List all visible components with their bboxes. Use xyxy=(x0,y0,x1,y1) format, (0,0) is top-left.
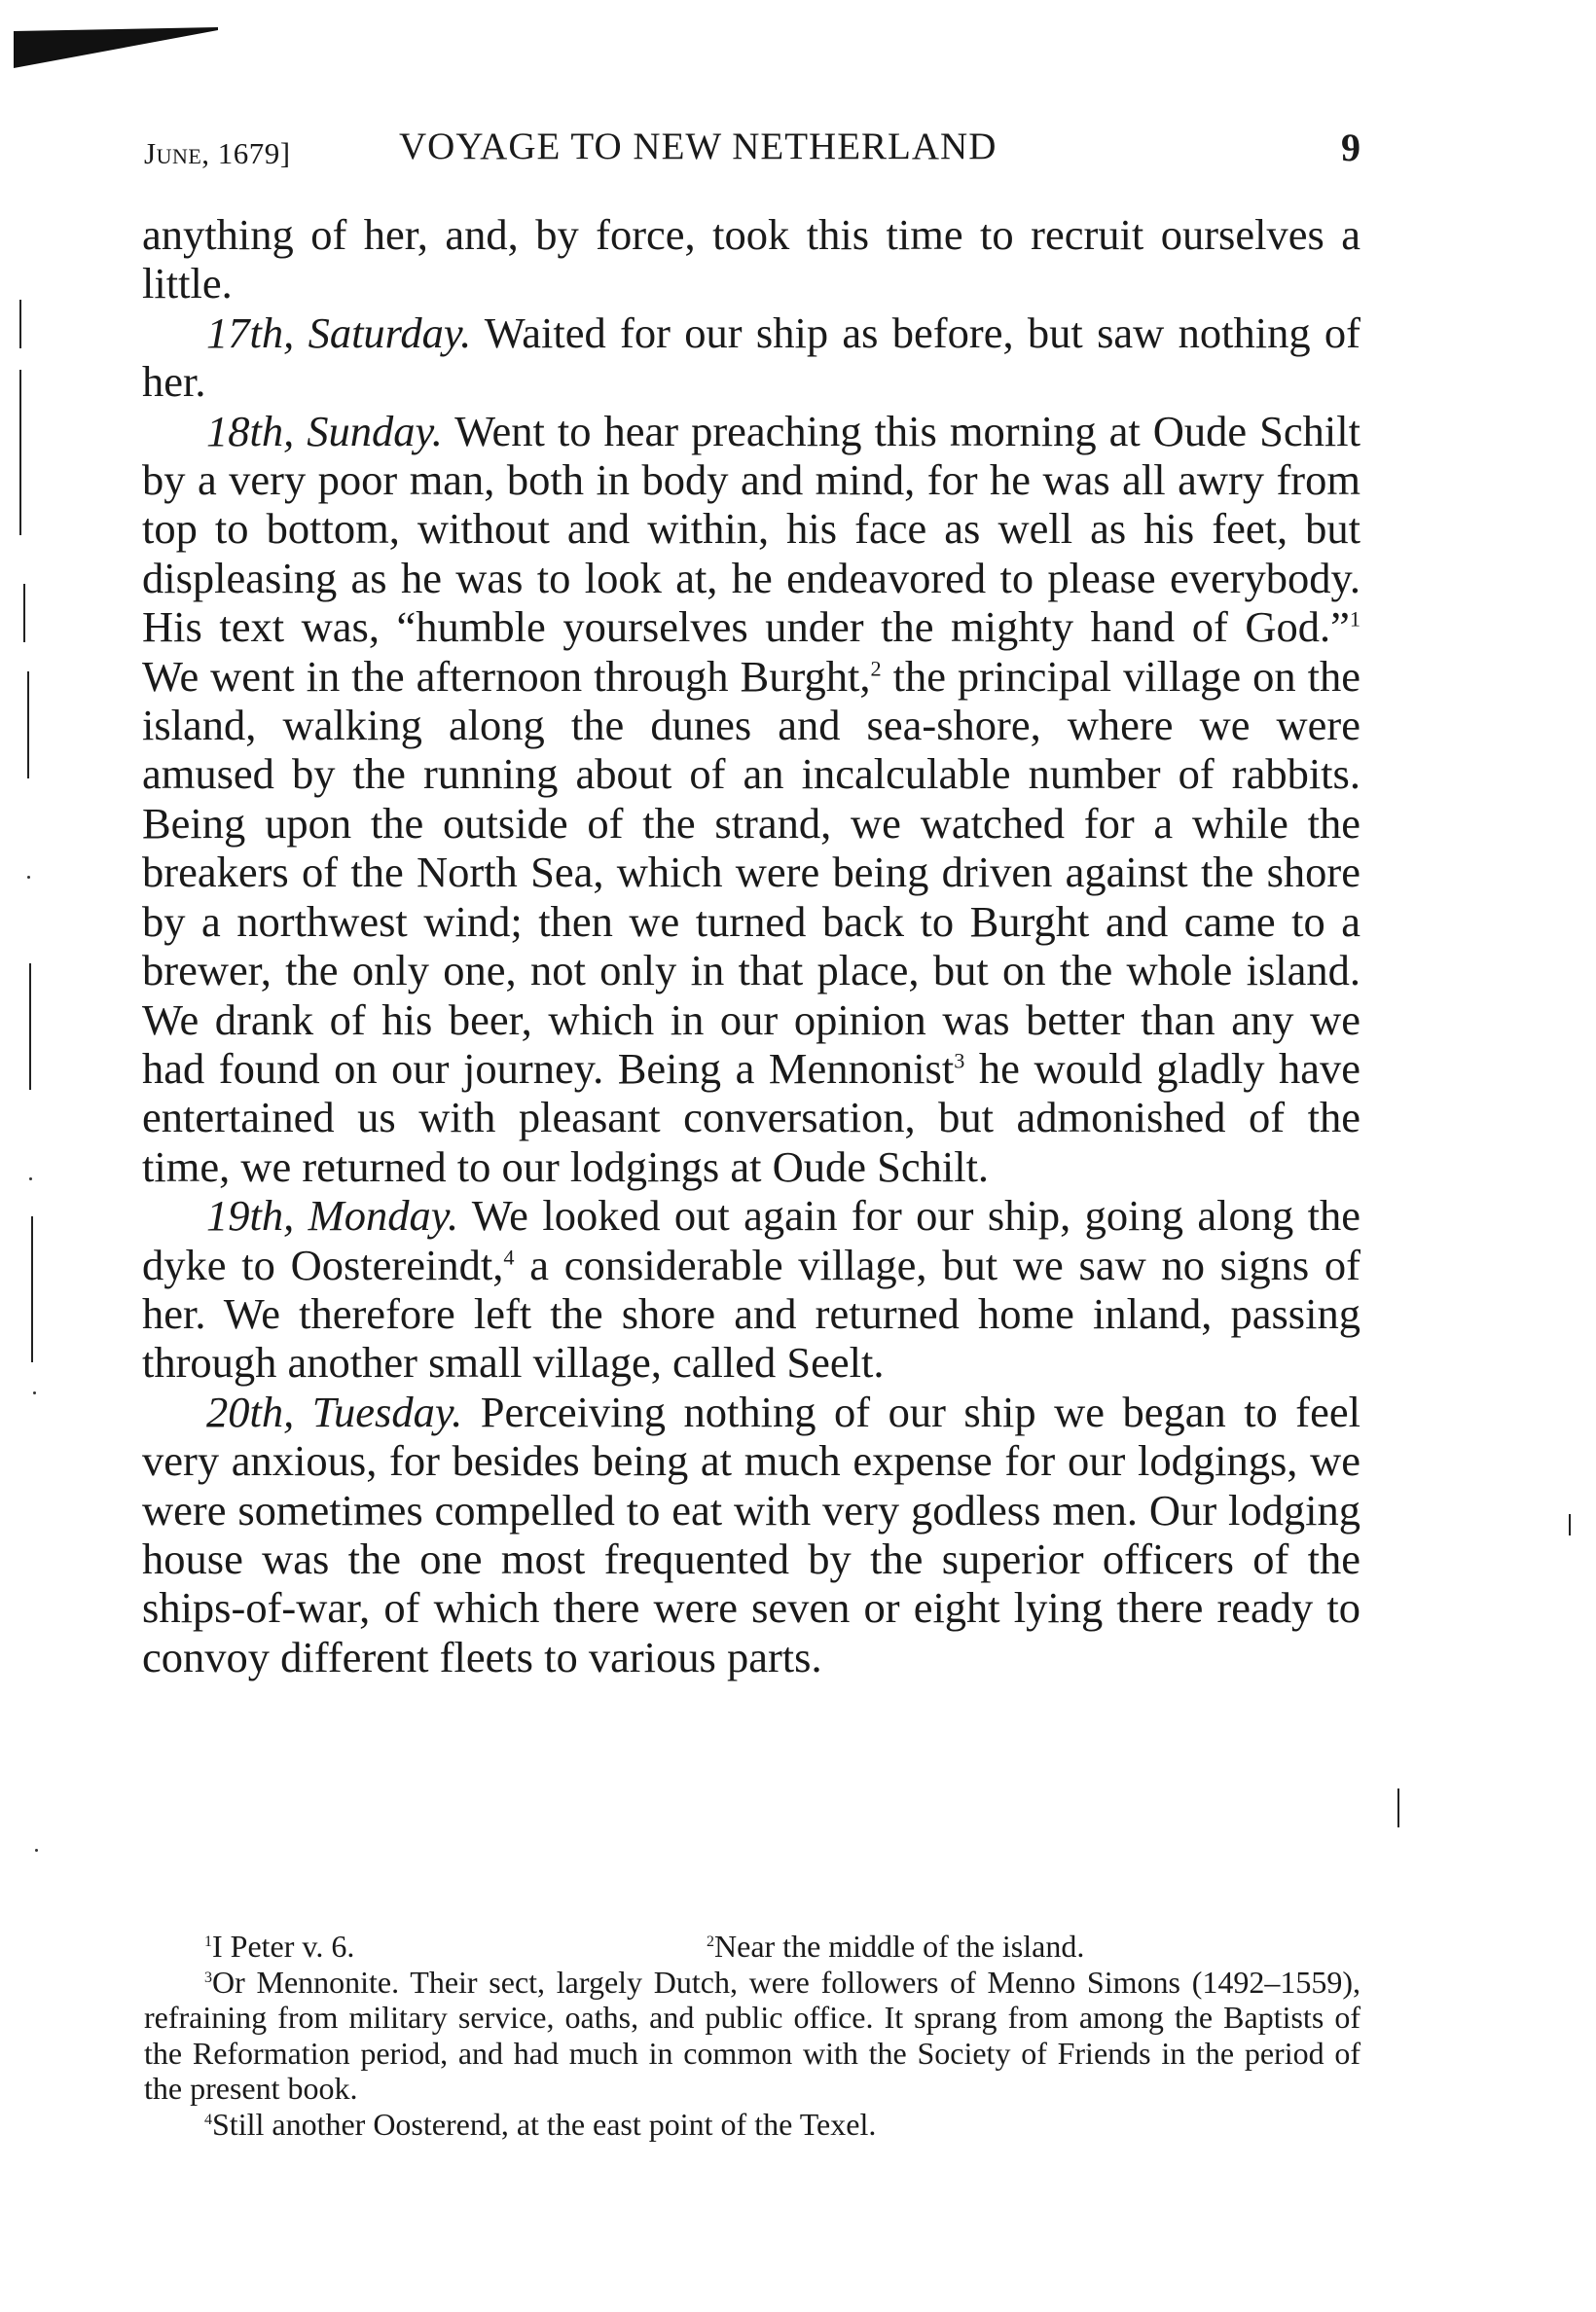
margin-mark xyxy=(23,584,25,642)
paragraph-text: anything of her, and, by force, took this time to recruit ourselves a little. xyxy=(142,210,1360,308)
entry-text: he would gladly have entertained us with pleasant conversation, but admonished of the time, we returned to our lodgings at Oude Schilt. xyxy=(142,1043,1361,1191)
margin-mark xyxy=(31,1216,33,1362)
entry-date: 18th, Sunday. xyxy=(206,406,443,455)
entry-text: Went to hear preaching this morning at Oude Schilt by a very poor man, both in body and mind, for he was all awry from top to bottom, without and within, his face as well as his feet, but displeasing as he was to look at, he endeavored to please everybody. His text was, “humble yourselves under the mighty hand of God.” xyxy=(142,406,1360,652)
footnote-text: Near the middle of the island. xyxy=(714,1929,1085,1964)
footnote-ref[interactable]: 4 xyxy=(503,1244,515,1269)
margin-mark xyxy=(35,1849,38,1852)
margin-mark xyxy=(1569,1514,1571,1535)
header-date-month: June xyxy=(144,136,202,170)
footnote-mark: 2 xyxy=(707,1933,714,1950)
footnote-text: Or Mennonite. Their sect, largely Dutch, were followers of Menno Simons (1492–1559), refraining from military service, oaths, and public office. It sprang from among the Baptists of the Reformation period, and had much in common with the Society of Friends in the period of the present book. xyxy=(144,1964,1360,2106)
footnote-3 xyxy=(144,1965,1360,2107)
margin-mark xyxy=(19,300,21,348)
footnote-ref[interactable]: 2 xyxy=(870,656,882,681)
entry-19th xyxy=(142,1191,1360,1388)
entry-text: We looked out again for our ship, going along the dyke to Oostereindt, xyxy=(142,1191,1360,1289)
entry-text: Perceiving nothing of our ship we began to feel very anxious, for besides being at much expense for our lodgings, we were sometimes compelled to eat with very godless men. Our lodging house was the one most frequented by the superior officers of the ships-of-war, of which there were seven or eight lying there ready to convoy different fleets to various parts. xyxy=(142,1387,1360,1681)
entry-20th xyxy=(142,1388,1360,1681)
footnote-4 xyxy=(144,2107,1360,2143)
running-header xyxy=(144,123,1360,177)
margin-mark xyxy=(27,876,30,879)
footnote-mark: 3 xyxy=(204,1969,212,1986)
footnote-ref[interactable]: 1 xyxy=(1349,606,1360,632)
header-date xyxy=(144,136,291,171)
footnotes xyxy=(144,1929,1360,2142)
footnote-row xyxy=(144,1929,1360,1965)
margin-mark xyxy=(29,963,31,1090)
entry-text: the principal village on the island, walking along the dunes and sea-shore, where we were amused by the running about of an incalculable number of rabbits. Being upon the outside of the strand, we watched for a while the breakers of the North Sea, which were being driven against the shore by a northwest wind; then we turned back to Burght and came to a brewer, the only one, not only in that place, but on the whole island. We drank of his beer, which in our opinion was better than any we had found on our journey. Being a Mennonist xyxy=(142,651,1361,1093)
margin-mark xyxy=(29,1177,32,1180)
entry-text: Waited for our ship as before, but saw nothing of her. xyxy=(142,307,1360,407)
footnote-1 xyxy=(204,1929,354,1965)
footnote-2 xyxy=(707,1929,1084,1965)
entry-text: We went in the afternoon through Burght, xyxy=(142,651,871,701)
footnote-text: Still another Oosterend, at the east point of the Texel. xyxy=(212,2106,877,2142)
body-text xyxy=(142,210,1360,1681)
footnote-mark: 4 xyxy=(204,2111,212,2128)
entry-date: 19th, Monday. xyxy=(206,1191,459,1241)
entry-text: a considerable village, but we saw no signs of her. We therefore left the shore and returned home inland, passing through another small village, called Seelt. xyxy=(142,1240,1360,1388)
margin-mark xyxy=(27,671,29,778)
paragraph-continuation xyxy=(142,210,1360,308)
corner-mark xyxy=(14,27,218,68)
entry-17th xyxy=(142,308,1360,407)
header-date-year: , 1679] xyxy=(201,136,291,170)
entry-date: 20th, Tuesday. xyxy=(206,1387,463,1436)
page-title: VOYAGE TO NEW NETHERLAND xyxy=(399,126,998,167)
margin-mark xyxy=(33,1391,36,1394)
margin-mark xyxy=(19,370,21,535)
entry-date: 17th, Saturday. xyxy=(206,307,472,357)
footnote-mark: 1 xyxy=(204,1933,212,1950)
margin-mark xyxy=(1397,1788,1399,1827)
entry-18th xyxy=(142,407,1360,1192)
footnote-ref[interactable]: 3 xyxy=(954,1048,965,1073)
page-number: 9 xyxy=(1341,126,1360,169)
footnote-text: I Peter v. 6. xyxy=(212,1929,355,1964)
